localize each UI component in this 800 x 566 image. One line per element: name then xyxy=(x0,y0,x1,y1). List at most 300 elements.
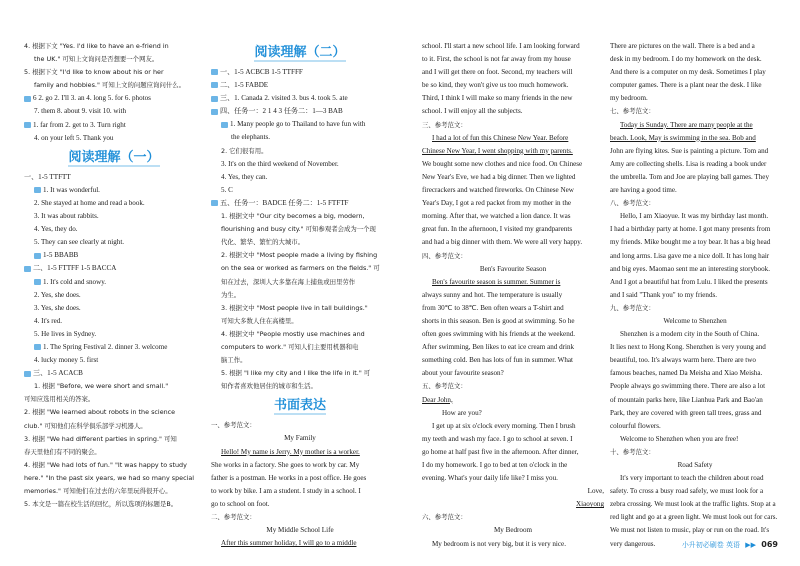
question-type-icon xyxy=(24,266,31,272)
text-line xyxy=(24,420,204,433)
text-line xyxy=(422,538,604,551)
text-line xyxy=(422,394,604,407)
text-line xyxy=(610,92,780,105)
text-line xyxy=(24,341,204,354)
line-text: Third, I think I will make so many friends in the new xyxy=(422,94,573,103)
text-line xyxy=(610,145,780,158)
line-text: 五、参考范文： xyxy=(422,382,467,391)
text-line xyxy=(211,302,389,315)
line-text: 2. Yes, she does. xyxy=(34,290,81,299)
text-line xyxy=(24,92,204,105)
text-line xyxy=(610,276,780,289)
line-text: flourishing and busy city." 可知参观者会成为一个现 xyxy=(221,225,376,234)
line-text: Ben's Favourite Season xyxy=(479,264,547,273)
line-text: Amy are collecting shells. Lisa is reading a book under xyxy=(610,159,767,168)
text-line xyxy=(610,459,780,472)
line-text: of mountain parks here, like Lianhua Park and Bao'an xyxy=(610,395,763,404)
text-line xyxy=(211,315,389,328)
text-line xyxy=(610,236,780,249)
line-text: school. I will enjoy all the subjects. xyxy=(422,107,523,116)
line-text: 四、参考范文： xyxy=(422,251,467,260)
text-line xyxy=(422,367,604,380)
line-text: evening. What's your daily life like? I miss you. xyxy=(422,474,558,483)
line-text: 四、任务一：2 1 4 3 任务二：1—3 BAB xyxy=(220,107,343,116)
line-text: 1. far from 2. get to 3. Turn right xyxy=(33,120,126,129)
text-line xyxy=(24,380,204,393)
section-title-text: 阅读理解（一） xyxy=(68,149,160,165)
line-text: zebra crossing. We must look at the traffic lights. Stop at a xyxy=(610,500,776,509)
text-line xyxy=(211,262,389,275)
text-line xyxy=(610,66,780,79)
line-text: 二、参考范文： xyxy=(211,513,256,521)
text-line xyxy=(24,223,204,236)
page-footer xyxy=(682,540,778,550)
text-line xyxy=(422,171,604,184)
text-line xyxy=(610,40,780,53)
text-line xyxy=(610,79,780,92)
text-line xyxy=(24,459,204,472)
question-type-icon xyxy=(221,122,228,128)
text-line xyxy=(211,210,389,223)
text-line xyxy=(610,341,780,354)
text-line xyxy=(211,472,389,485)
text-line xyxy=(24,132,204,145)
line-text: She works in a factory. She goes to work by car. My xyxy=(211,460,360,469)
line-text: 3. It's on the third weekend of November. xyxy=(221,159,339,168)
text-line xyxy=(211,537,389,550)
text-line xyxy=(610,197,780,210)
line-text: and had a big dinner with them. We were all very happy. xyxy=(422,238,583,247)
text-line xyxy=(211,118,389,131)
line-text: 2. 根据文中 "Most people made a living by fishing xyxy=(221,251,378,260)
line-text: Hello! My name is Jerry. My mother is a worker. xyxy=(221,447,360,456)
text-line xyxy=(24,40,204,53)
line-text: my friends. Mike bought me a toy bear. It has a big head xyxy=(610,238,771,247)
line-text: father is a postman. He works in a post office. He goes xyxy=(211,473,367,482)
line-text: 2. 它们很有用。 xyxy=(221,146,268,155)
line-text: desk in my bedroom. I do my homework on the desk. xyxy=(610,55,762,64)
line-text: go home at half past five in the afternoon. After dinner, xyxy=(422,447,579,456)
text-line xyxy=(610,315,780,328)
line-text: 七、参考范文： xyxy=(610,107,655,116)
text-line xyxy=(422,119,604,132)
question-type-icon xyxy=(34,187,41,193)
line-text: my bedroom. xyxy=(610,94,648,103)
line-text: 1. 根据 "Before, we were short and small." xyxy=(34,382,169,391)
arrow-icon: ▶▶ xyxy=(745,541,757,549)
text-line xyxy=(24,171,204,184)
line-text: 1. Many people go to Thailand to have fun with xyxy=(230,120,366,129)
line-text: 五、任务一：BADCE 任务二：1-5 FTFTF xyxy=(220,198,349,207)
text-line xyxy=(24,276,204,289)
line-text: colourful flowers. xyxy=(610,421,661,430)
text-line xyxy=(211,171,389,184)
line-text: computer games. There is a plant near the desk. I like xyxy=(610,81,762,90)
text-line xyxy=(24,485,204,498)
text-line xyxy=(422,184,604,197)
text-line xyxy=(422,92,604,105)
line-text: 2. 根据 "We learned about robots in the science xyxy=(24,408,176,417)
text-line xyxy=(24,302,204,315)
line-text: 1. 根据文中 "Our city becomes a big, modern, xyxy=(221,212,365,221)
text-line xyxy=(211,524,389,537)
question-type-icon xyxy=(24,371,31,377)
text-line xyxy=(422,446,604,459)
text-line xyxy=(610,171,780,184)
text-line xyxy=(422,315,604,328)
line-text: 为生。 xyxy=(221,290,241,299)
section-title xyxy=(211,393,389,419)
text-line xyxy=(422,472,604,485)
line-text: 4. It's red. xyxy=(34,316,63,325)
line-text: We must not listen to music, play or run on the road. It's xyxy=(610,526,770,535)
line-text: shorts in this season. Ben is good at swimming. So he xyxy=(422,316,575,325)
line-text: 4. on your left 5. Thank you xyxy=(34,133,114,142)
text-line xyxy=(422,197,604,210)
text-line xyxy=(24,289,204,302)
text-line xyxy=(24,498,204,511)
line-text: 5. C xyxy=(221,185,233,194)
text-line xyxy=(610,420,780,433)
line-text: to it. First, the school is not far away from my house xyxy=(422,55,571,64)
text-line xyxy=(24,236,204,249)
line-text: firecrackers and watched fireworks. On Chinese New xyxy=(422,186,574,195)
line-text: There are pictures on the wall. There is a bed and a xyxy=(610,42,755,50)
text-line xyxy=(422,498,604,511)
line-text: and I said "Thank you" to my friends. xyxy=(610,290,718,299)
line-text: go to school on foot. xyxy=(211,499,270,508)
line-text: 十、参考范文： xyxy=(610,447,655,456)
question-type-icon xyxy=(211,109,218,115)
text-line xyxy=(422,210,604,223)
text-line xyxy=(422,289,604,302)
text-line xyxy=(24,210,204,223)
text-line xyxy=(422,341,604,354)
line-text: Park, they are covered with green tall trees, grass and xyxy=(610,408,762,417)
text-line xyxy=(610,250,780,263)
text-line xyxy=(610,394,780,407)
text-line xyxy=(422,328,604,341)
text-line xyxy=(422,420,604,433)
text-line xyxy=(211,485,389,498)
line-text: 3. 根据文中 "Most people live in tall buildings." xyxy=(221,303,368,312)
column-1 xyxy=(24,40,204,511)
question-type-icon xyxy=(34,253,41,259)
line-text: be so kind, they won't give us too much homework. xyxy=(422,81,569,90)
text-line xyxy=(211,197,389,210)
line-text: school. I'll start a new school life. I am looking forward xyxy=(422,42,580,50)
line-text: 二、1-5 FABDE xyxy=(220,81,269,90)
text-line xyxy=(422,145,604,158)
line-text: very dangerous. xyxy=(610,539,656,548)
line-text: I get up at six o'clock every morning. Then I brush xyxy=(432,421,576,430)
text-line xyxy=(610,210,780,223)
question-type-icon xyxy=(211,82,218,88)
line-text: the UK." 可知上文询问是否想要一个网友。 xyxy=(34,55,159,64)
line-text: computers to work." 可知人们主要用机器和电 xyxy=(221,342,359,351)
text-line xyxy=(211,498,389,511)
line-text: After swimming, Ben likes to eat ice cream and drink xyxy=(422,343,575,352)
text-line xyxy=(610,158,780,171)
line-text: People always go swimming there. There are also a lot xyxy=(610,382,766,391)
text-line xyxy=(422,485,604,498)
text-line xyxy=(422,236,604,249)
line-text: memories." 可知他们在过去的六年里玩得很开心。 xyxy=(24,487,172,495)
line-text: 4. 根据下文 "Yes. I'd like to have an e-friend in xyxy=(24,42,169,50)
line-text: Hello, I am Xiaoyue. It was my birthday last month. xyxy=(620,212,769,221)
line-text: 二、1-5 FTTFF 1-5 BACCA xyxy=(33,264,117,273)
line-text: Chinese New Year, I went shopping with my parents. xyxy=(422,146,573,155)
line-text: 5. They can see clearly at night. xyxy=(34,238,125,247)
line-text: 代化、繁华、繁忙的大城市。 xyxy=(221,238,305,247)
text-line xyxy=(211,511,389,524)
line-text: and big eyes. Maomao sent me an interesting storybook. xyxy=(610,264,770,273)
text-line xyxy=(211,184,389,197)
line-text: I had a birthday party at home. I got many presents from xyxy=(610,225,771,234)
text-line xyxy=(422,263,604,276)
text-line xyxy=(211,380,389,393)
line-text: 知在过去，深圳人大多靠在海上捕鱼或田里劳作 xyxy=(221,277,356,286)
line-text: Road Safety xyxy=(677,461,713,469)
question-type-icon xyxy=(34,344,41,350)
line-text: 4. 根据 "We had lots of fun." "It was happy to study xyxy=(24,460,187,469)
text-line xyxy=(24,197,204,210)
text-line xyxy=(610,119,780,132)
line-text: It's very important to teach the children about road xyxy=(620,474,764,483)
text-line xyxy=(422,53,604,66)
line-text: family and hobbies." 可知上文的问题应询问什么。 xyxy=(34,81,185,90)
line-text: morning. After that, we watched a lion dance. It was xyxy=(422,212,571,221)
line-text: My Middle School Life xyxy=(266,526,334,535)
line-text: 一、1-5 ACBCB 1-5 TTFFF xyxy=(220,68,303,76)
text-line xyxy=(422,302,604,315)
line-text: 知作者喜欢他居住的城市和生活。 xyxy=(221,382,317,391)
line-text: 三、1-5 ACACB xyxy=(33,369,83,378)
text-line xyxy=(211,354,389,367)
section-title-text: 书面表达 xyxy=(273,398,326,414)
line-text: Year's Day, I got a red packet from my mother in the xyxy=(422,199,572,208)
line-text: I do my homework. I go to bed at ten o'clock in the xyxy=(422,461,568,469)
question-type-icon xyxy=(211,200,218,206)
text-line xyxy=(24,433,204,446)
line-text: And there is a computer on my desk. Sometimes I play xyxy=(610,68,766,77)
line-text: 1. It's cold and snowy. xyxy=(43,277,107,286)
line-text: My Family xyxy=(284,434,316,443)
text-line xyxy=(610,105,780,118)
text-line xyxy=(422,511,604,524)
line-text: and I will get there on foot. Second, my teachers will xyxy=(422,68,573,77)
question-type-icon xyxy=(24,96,31,102)
line-text: We bought some new clothes and nice food. On Chinese xyxy=(422,159,583,168)
text-line xyxy=(610,223,780,236)
line-text: 1-5 BBABB xyxy=(43,251,79,260)
line-text: 5. 根据下文 "I'd like to know about his or her xyxy=(24,68,164,77)
text-line xyxy=(211,105,389,118)
text-line xyxy=(24,105,204,118)
line-text: 3. 根据 "We had different parties in spring." 可知 xyxy=(24,434,177,443)
section-title xyxy=(211,40,389,66)
line-text: 脑工作。 xyxy=(221,356,247,365)
text-line xyxy=(211,236,389,249)
line-text: 7. them 8. about 9. visit 10. with xyxy=(34,107,127,116)
text-line xyxy=(211,92,389,105)
text-line xyxy=(24,66,204,79)
line-text: 九、参考范文： xyxy=(610,303,655,312)
book-title: 小升初必刷卷 英语 xyxy=(681,541,741,549)
line-text: 六、参考范文： xyxy=(422,513,467,522)
text-line xyxy=(211,341,389,354)
line-text: Welcome to Shenzhen when you are free! xyxy=(620,434,739,443)
text-line xyxy=(422,380,604,393)
line-text: Xiaoyong xyxy=(576,500,604,509)
text-line xyxy=(422,524,604,537)
line-text: my teeth and wash my face. I go to school at seven. I xyxy=(422,434,573,443)
text-line xyxy=(422,250,604,263)
text-line xyxy=(610,289,780,302)
text-line xyxy=(610,184,780,197)
text-line xyxy=(211,249,389,262)
line-text: to work by bike. I am a student. I study in a school. I xyxy=(211,486,361,495)
text-line xyxy=(24,315,204,328)
line-text: Ben's favourite season is summer. Summer is xyxy=(432,277,561,286)
text-line xyxy=(422,158,604,171)
line-text: something cold. Ben has lots of fun in summer. What xyxy=(422,356,573,365)
line-text: My bedroom is not very big, but it is very nice. xyxy=(432,539,566,548)
line-text: 1. It was wonderful. xyxy=(43,185,100,194)
line-text: I had a lot of fun this Chinese New Year. Before xyxy=(432,133,569,142)
text-line xyxy=(422,40,604,53)
line-text: 3. It was about rabbits. xyxy=(34,212,99,221)
question-type-icon xyxy=(24,122,31,128)
text-line xyxy=(211,446,389,459)
line-text: 可知应选用相关的答案。 xyxy=(24,395,95,404)
text-line xyxy=(422,433,604,446)
question-type-icon xyxy=(211,96,218,102)
text-line xyxy=(211,79,389,92)
line-text: red light and go at a green light. We must look out for cars. xyxy=(610,513,778,522)
text-line xyxy=(422,354,604,367)
text-line xyxy=(610,472,780,485)
line-text: Welcome to Shenzhen xyxy=(663,316,727,325)
column-4 xyxy=(610,40,780,551)
page-number: 069 xyxy=(761,540,778,549)
line-text: John are flying kites. Sue is painting a picture. Tom and xyxy=(610,146,769,155)
text-line xyxy=(422,66,604,79)
line-text: 三、参考范文： xyxy=(422,120,467,129)
text-line xyxy=(610,132,780,145)
line-text: safety. To cross a busy road safely, we must look for a xyxy=(610,487,764,496)
line-text: the elephants. xyxy=(231,133,271,142)
line-text: 3. Yes, she does. xyxy=(34,303,81,312)
text-line xyxy=(24,119,204,132)
line-text: 6 2. go 2. I'll 3. an 4. long 5. for 6. photos xyxy=(33,94,151,103)
text-line xyxy=(24,446,204,459)
text-line xyxy=(211,459,389,472)
line-text: 春天里他们有不同的聚会。 xyxy=(24,447,101,456)
text-line xyxy=(422,276,604,289)
text-line xyxy=(610,380,780,393)
text-line xyxy=(610,328,780,341)
text-line xyxy=(211,432,389,445)
line-text: on the sea or worked as farmers on the fields." 可 xyxy=(221,264,380,273)
text-line xyxy=(211,419,389,432)
text-line xyxy=(24,184,204,197)
text-line xyxy=(24,79,204,92)
line-text: Love, xyxy=(587,487,604,496)
text-line xyxy=(610,524,780,537)
question-type-icon xyxy=(211,69,218,75)
line-text: always sunny and hot. The temperature is usually xyxy=(422,290,563,299)
text-line xyxy=(24,249,204,262)
text-line xyxy=(422,223,604,236)
line-text: 5. 本文是一篇在校生活的回忆，所以选项的标题是B。 xyxy=(24,500,178,509)
text-line xyxy=(610,485,780,498)
text-line xyxy=(610,367,780,380)
text-line xyxy=(422,407,604,420)
line-text: Today is Sunday. There are many people at the xyxy=(620,120,753,129)
text-line xyxy=(211,131,389,144)
text-line xyxy=(610,498,780,511)
line-text: famous beaches, named Da Meisha and Xiao Meisha. xyxy=(610,369,763,378)
text-line xyxy=(422,459,604,472)
line-text: Shenzhen is a modern city in the South of China. xyxy=(620,330,760,339)
column-2 xyxy=(211,40,389,550)
text-line xyxy=(610,354,780,367)
line-text: 一、1-5 TTFTT xyxy=(24,172,71,181)
line-text: 八、参考范文： xyxy=(610,199,655,208)
line-text: about your favourite season? xyxy=(422,369,504,378)
text-line xyxy=(24,367,204,380)
line-text: 4. lucky money 5. first xyxy=(34,356,99,365)
line-text: My Bedroom xyxy=(493,526,533,535)
text-line xyxy=(422,105,604,118)
line-text: 2. She stayed at home and read a book. xyxy=(34,198,145,207)
line-text: Dear John, xyxy=(422,395,453,404)
line-text: 可知大多数人住在高楼里。 xyxy=(221,316,298,325)
line-text: New Year's Eve, we had a big dinner. Then we lighted xyxy=(422,172,576,181)
text-line xyxy=(422,132,604,145)
text-line xyxy=(24,262,204,275)
text-line xyxy=(24,393,204,406)
line-text: are having a good time. xyxy=(610,186,677,195)
text-line xyxy=(211,367,389,380)
line-text: from 30℃ to 38℃. Ben often wears a T-shirt and xyxy=(422,303,564,312)
text-line xyxy=(610,446,780,459)
column-3 xyxy=(422,40,604,551)
line-text: beach. Look, May is swimming in the sea. Bob and xyxy=(610,133,756,142)
line-text: And I got a beautiful hat from Lulu. I liked the presents xyxy=(610,277,768,286)
line-text: 5. 根据 "I like my city and I like the life in it." 可 xyxy=(221,369,371,378)
text-line xyxy=(610,302,780,315)
line-text: club." 可知他们在科学俱乐部学习机器人。 xyxy=(24,421,147,430)
text-line xyxy=(211,66,389,79)
line-text: 1. The Spring Festival 2. dinner 3. welcome xyxy=(43,342,168,351)
text-line xyxy=(211,145,389,158)
line-text: great fun. In the afternoon, I visited my grandparents xyxy=(422,225,573,234)
text-line xyxy=(610,53,780,66)
text-line xyxy=(211,158,389,171)
line-text: 一、参考范文： xyxy=(211,421,256,430)
text-line xyxy=(24,328,204,341)
text-line xyxy=(24,354,204,367)
line-text: 4. 根据文中 "People mostly use machines and xyxy=(221,329,365,338)
text-line xyxy=(610,263,780,276)
line-text: How are you? xyxy=(442,408,482,417)
line-text: beautiful, too. It's always warm here. There are two xyxy=(610,356,756,365)
line-text: 三、1. Canada 2. visited 3. bus 4. took 5. ate xyxy=(220,94,348,103)
line-text: here." "In the past six years, we had so many special xyxy=(24,473,195,482)
text-line xyxy=(422,79,604,92)
